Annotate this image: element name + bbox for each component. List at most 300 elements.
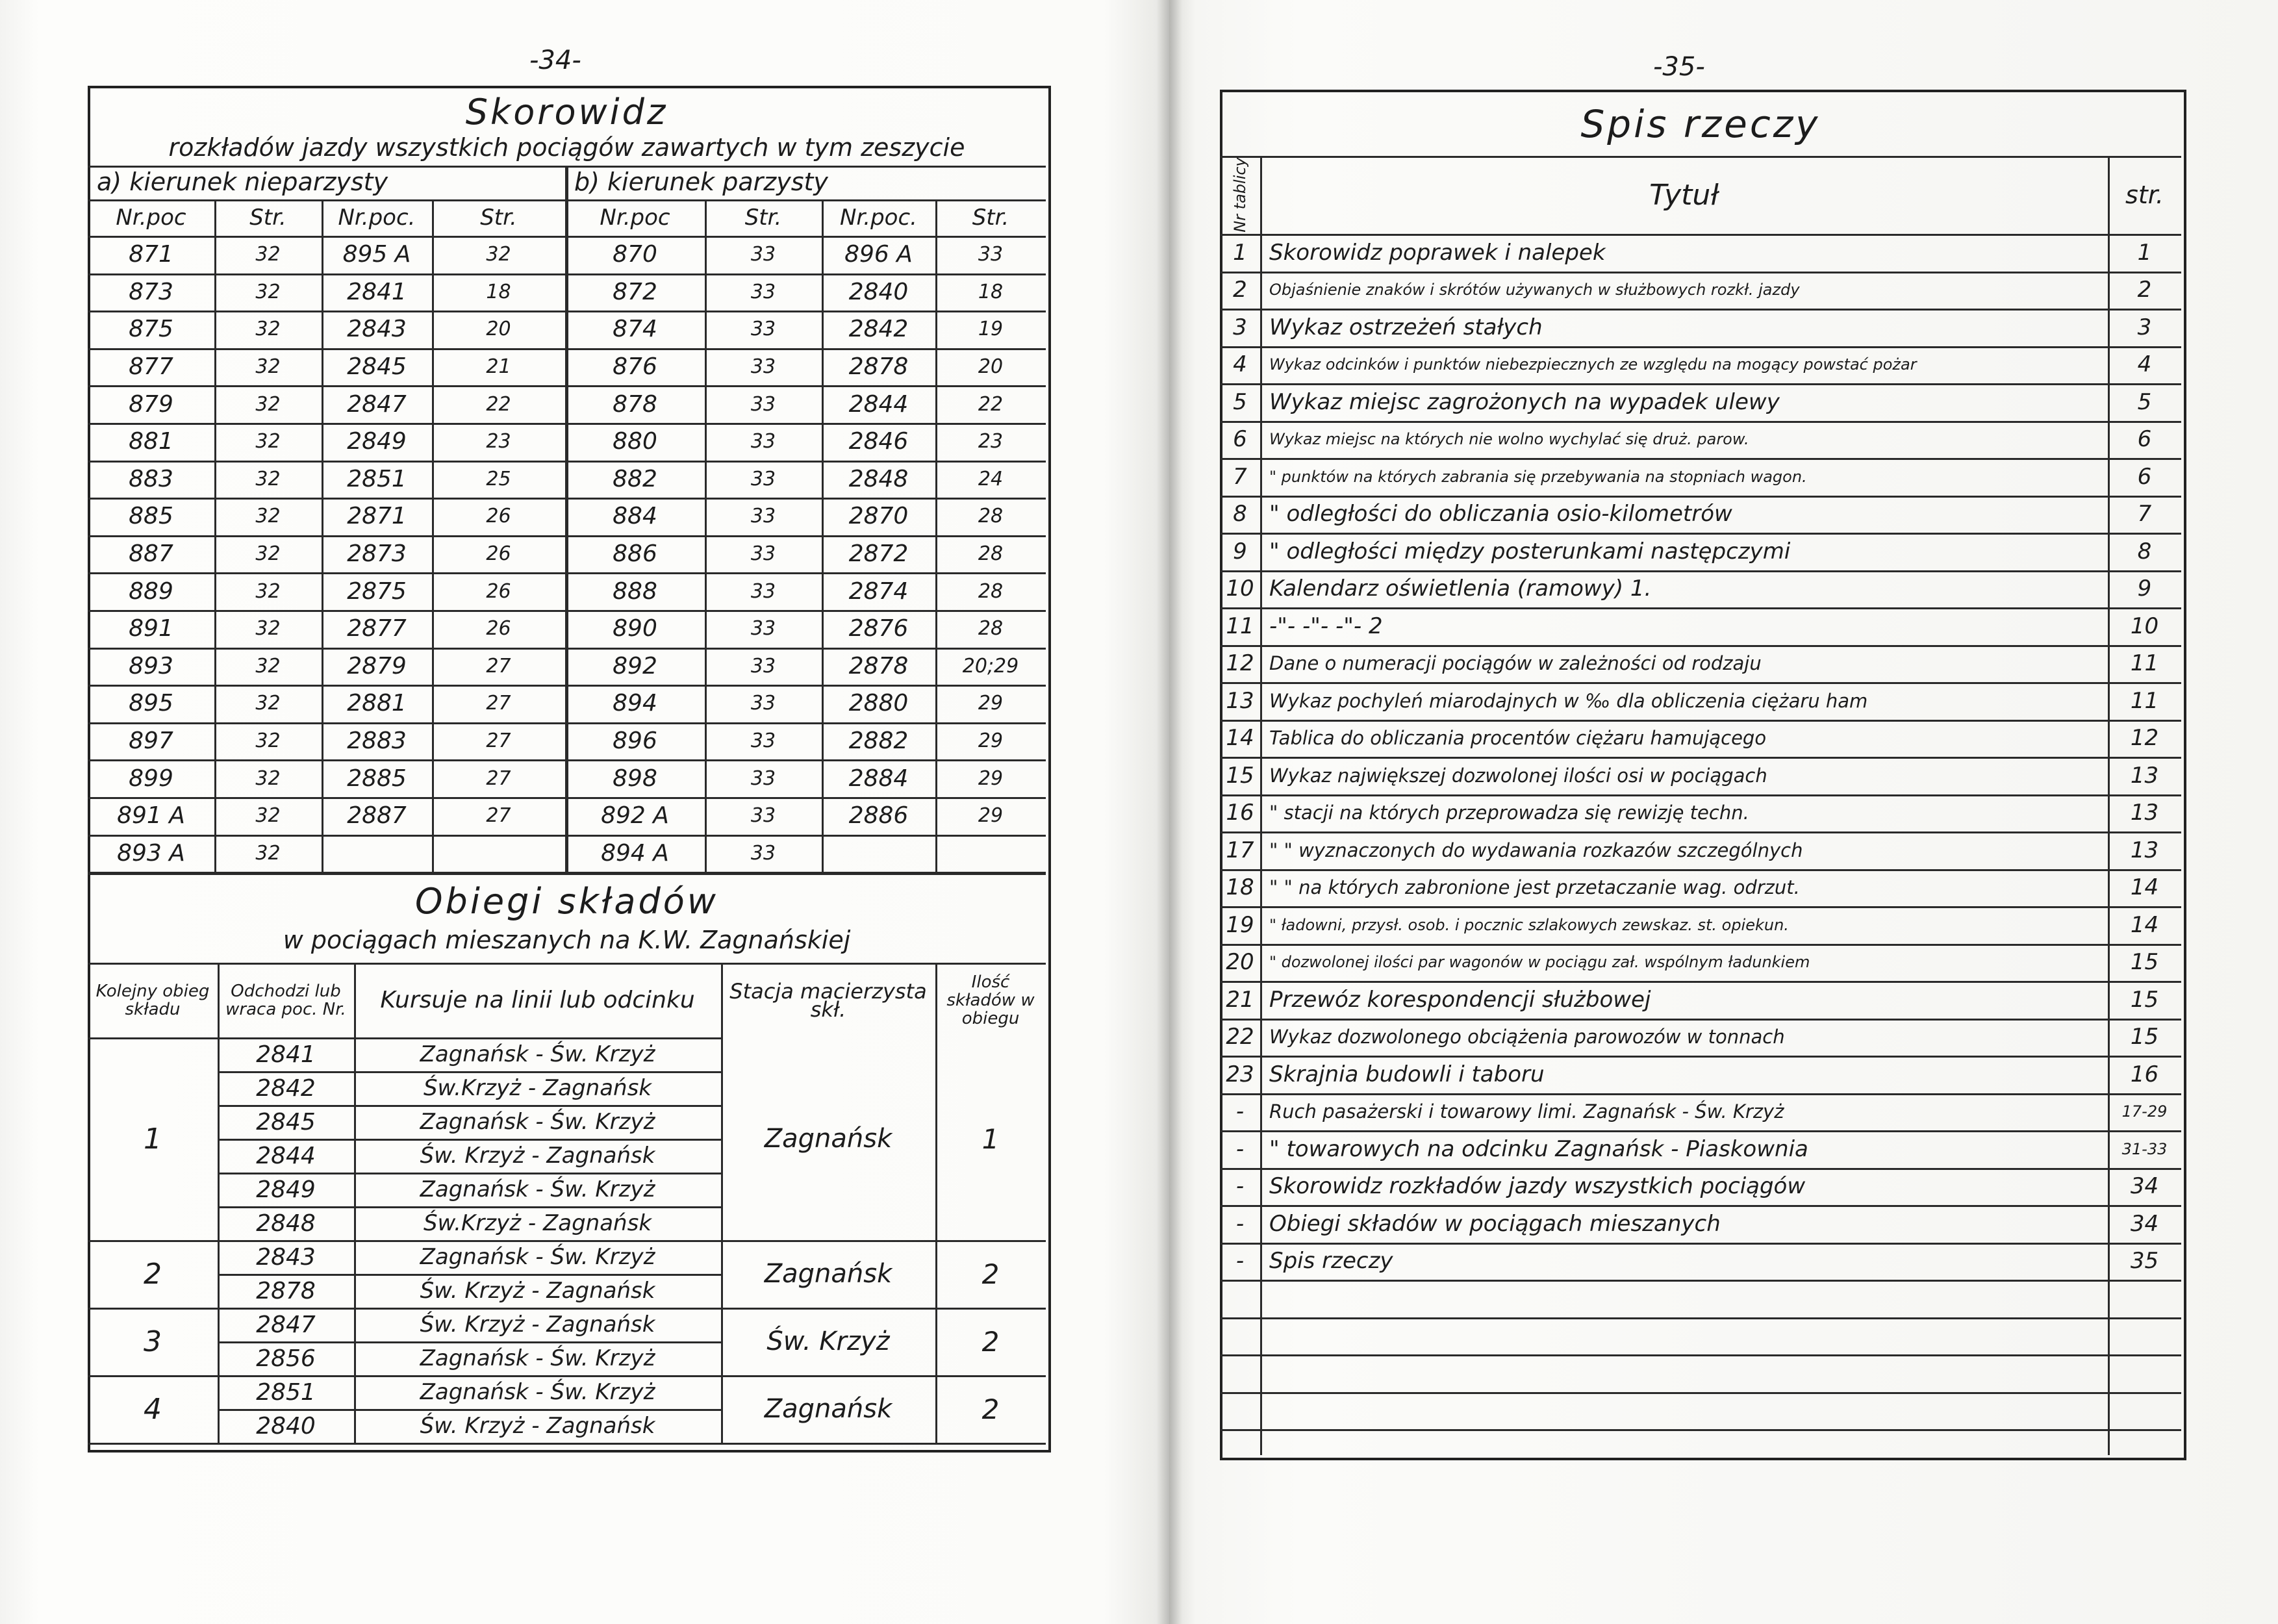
table-cell: 33 xyxy=(750,730,776,753)
table-cell: 892 xyxy=(613,652,657,679)
table-cell: 29 xyxy=(978,692,1004,715)
toc-entry-number: - xyxy=(1235,1136,1245,1162)
table-cell: 26 xyxy=(486,579,511,603)
table-cell: 33 xyxy=(750,841,776,865)
obieg-number: 3 xyxy=(144,1325,162,1358)
section-b-label: b) kierunek parzysty xyxy=(574,168,828,196)
table-cell: 870 xyxy=(613,241,657,268)
table-cell: 2875 xyxy=(347,577,407,605)
train-number: 2851 xyxy=(256,1378,316,1406)
table-cell: 2880 xyxy=(848,690,909,717)
table-cell: 33 xyxy=(750,318,776,341)
table-cell: 29 xyxy=(978,804,1004,828)
toc-entry-title: Wykaz miejsc na których nie wolno wychylać się druż. parow. xyxy=(1269,430,1749,449)
table-cell: 27 xyxy=(486,654,511,678)
column-header: Nr.poc xyxy=(600,205,670,231)
table-cell: 33 xyxy=(750,355,776,379)
toc-entry-page: 6 xyxy=(2137,426,2152,453)
toc-entry-title: Tablica do obliczania procentów ciężaru hamującego xyxy=(1269,727,1767,750)
table-cell: 2881 xyxy=(347,690,407,717)
toc-entry-page: 34 xyxy=(2130,1210,2159,1237)
toc-nr-header: Nr tablicy xyxy=(1231,157,1250,233)
toc-entry-page: 4 xyxy=(2137,351,2152,378)
toc-entry-title: Wykaz dozwolonego obciążenia parowozów w tonnach xyxy=(1269,1026,1785,1048)
train-route: Zagnańsk - Św. Krzyż xyxy=(420,1109,655,1136)
toc-entry-number: 14 xyxy=(1226,725,1254,752)
column-divider xyxy=(214,199,216,872)
table-cell: 881 xyxy=(129,428,173,455)
table-cell: 2884 xyxy=(848,765,909,792)
table-cell: 23 xyxy=(486,430,511,453)
column-divider xyxy=(705,199,707,872)
toc-entry-number: 17 xyxy=(1226,837,1254,863)
toc-entry-number: 22 xyxy=(1226,1024,1254,1050)
column-divider xyxy=(354,963,356,1443)
obieg-station: Zagnańsk xyxy=(764,1124,892,1154)
obieg-count: 2 xyxy=(981,1393,1000,1425)
column-divider xyxy=(935,199,937,872)
column-divider xyxy=(322,199,323,872)
table-cell: 2878 xyxy=(848,353,909,381)
toc-entry-page: 15 xyxy=(2130,949,2159,976)
toc-entry-number: 4 xyxy=(1233,351,1247,378)
table-cell: 894 A xyxy=(601,839,669,867)
table-cell: 874 xyxy=(613,316,657,343)
toc-entry-title: Ruch pasażerski i towarowy limi. Zagnańsk - Św. Krzyż xyxy=(1269,1100,1784,1123)
train-number: 2878 xyxy=(256,1277,316,1304)
toc-entry-page: 10 xyxy=(2130,613,2159,639)
column-divider xyxy=(1260,156,1262,1455)
table-cell: 2878 xyxy=(848,652,909,679)
train-number: 2840 xyxy=(256,1412,316,1440)
toc-entry-title: Wykaz ostrzeżeń stałych xyxy=(1269,314,1543,340)
toc-entry-page: 12 xyxy=(2130,725,2159,752)
train-route: Św. Krzyż - Zagnańsk xyxy=(420,1413,655,1440)
table-cell: 2885 xyxy=(347,765,407,792)
table-cell: 32 xyxy=(255,804,281,828)
table-cell: 33 xyxy=(750,617,776,641)
table-cell: 33 xyxy=(750,692,776,715)
toc-entry-number: - xyxy=(1235,1098,1245,1125)
train-number: 2856 xyxy=(256,1345,316,1372)
toc-entry-page: 35 xyxy=(2130,1248,2159,1275)
table-cell: 2851 xyxy=(347,465,407,492)
table-cell: 876 xyxy=(613,353,657,381)
table-cell: 32 xyxy=(255,505,281,528)
empty-row-divider xyxy=(1220,1429,2181,1431)
toc-entry-number: 20 xyxy=(1226,949,1254,976)
obieg-station: Zagnańsk xyxy=(764,1259,892,1289)
toc-entry-title: " " na których zabronione jest przetaczanie wag. odrzut. xyxy=(1269,876,1800,899)
train-number: 2844 xyxy=(256,1142,316,1169)
column-header: Str. xyxy=(249,205,286,231)
table-cell xyxy=(822,835,935,872)
table-cell: 33 xyxy=(750,280,776,303)
train-number: 2841 xyxy=(256,1041,316,1068)
table-cell: 33 xyxy=(750,243,776,266)
table-cell: 877 xyxy=(129,353,173,381)
table-cell: 888 xyxy=(613,577,657,605)
table-cell: 22 xyxy=(486,392,511,416)
toc-entry-title: " odległości do obliczania osio-kilometrów xyxy=(1269,501,1732,527)
toc-entry-page: 5 xyxy=(2137,388,2152,415)
table-cell: 2870 xyxy=(848,503,909,530)
column-divider xyxy=(565,166,568,872)
table-cell: 32 xyxy=(255,841,281,865)
toc-entry-page: 31-33 xyxy=(2121,1139,2168,1158)
odchodzi-header: Odchodzi lub wraca poc. Nr. xyxy=(225,981,346,1019)
table-cell: 33 xyxy=(750,804,776,828)
toc-entry-title: Objaśnienie znaków i skrótów używanych w służbowych rozkł. jazdy xyxy=(1269,281,1800,299)
train-route: Zagnańsk - Św. Krzyż xyxy=(420,1244,655,1271)
obieg-number: 2 xyxy=(144,1257,162,1291)
toc-title: Spis rzeczy xyxy=(1580,101,1821,146)
toc-entry-number: 23 xyxy=(1226,1061,1254,1087)
column-header: Nr.poc. xyxy=(338,205,416,231)
table-cell: 33 xyxy=(750,767,776,790)
toc-entry-page: 34 xyxy=(2130,1173,2159,1200)
toc-entry-title: Dane o numeracji pociągów w zależności od rodzaju xyxy=(1269,652,1762,675)
toc-entry-page: 13 xyxy=(2130,837,2159,863)
table-cell: 33 xyxy=(978,243,1004,266)
table-cell: 2847 xyxy=(347,390,407,418)
table-cell: 2840 xyxy=(848,278,909,305)
toc-entry-title: Skorowidz poprawek i nalepek xyxy=(1269,239,1606,266)
table-cell: 33 xyxy=(750,467,776,490)
toc-entry-page: 11 xyxy=(2130,650,2159,677)
toc-entry-page: 6 xyxy=(2137,463,2152,490)
table-cell: 873 xyxy=(129,278,173,305)
train-number: 2843 xyxy=(256,1243,316,1271)
table-cell: 884 xyxy=(613,503,657,530)
table-cell: 32 xyxy=(255,355,281,379)
table-cell: 880 xyxy=(613,428,657,455)
skorowidz-title: Skorowidz xyxy=(465,91,668,133)
table-cell: 26 xyxy=(486,542,511,566)
table-cell: 871 xyxy=(129,241,173,268)
toc-entry-number: 9 xyxy=(1233,538,1247,565)
book-gutter xyxy=(1156,0,1182,1624)
train-number: 2847 xyxy=(256,1311,316,1338)
toc-entry-page: 14 xyxy=(2130,874,2159,901)
table-cell: 18 xyxy=(978,280,1004,303)
table-cell: 33 xyxy=(750,542,776,566)
column-header: Nr.poc. xyxy=(840,205,917,231)
group-divider xyxy=(88,1443,1046,1445)
table-cell: 32 xyxy=(255,692,281,715)
toc-entry-title: " punktów na których zabrania się przebywania na stopniach wagon. xyxy=(1269,467,1807,486)
ilosc-header: Ilość składów w obiegu xyxy=(946,972,1035,1028)
table-cell: 899 xyxy=(129,765,173,792)
table-cell: 896 xyxy=(613,728,657,755)
table-cell: 32 xyxy=(255,430,281,453)
table-cell: 891 xyxy=(129,615,173,642)
toc-entry-page: 15 xyxy=(2130,1024,2159,1050)
toc-entry-title: -"- -"- -"- 2 xyxy=(1269,613,1383,639)
toc-entry-page: 13 xyxy=(2130,800,2159,826)
table-cell: 2874 xyxy=(848,577,909,605)
obieg-number: 4 xyxy=(144,1392,162,1426)
toc-entry-page: 17-29 xyxy=(2121,1102,2168,1121)
toc-entry-title: Wykaz największej dozwolonej ilości osi w pociągach xyxy=(1269,764,1767,787)
table-cell: 2877 xyxy=(347,615,407,642)
table-cell: 27 xyxy=(486,692,511,715)
toc-entry-title: " " wyznaczonych do wydawania rozkazów szczególnych xyxy=(1269,839,1803,861)
train-route: Zagnańsk - Św. Krzyż xyxy=(420,1041,655,1068)
train-route: Św. Krzyż - Zagnańsk xyxy=(420,1143,655,1169)
table-cell: 32 xyxy=(486,243,511,266)
table-cell: 895 A xyxy=(342,241,411,268)
table-cell: 25 xyxy=(486,467,511,490)
obieg-header: Kolejny obieg składu xyxy=(95,981,210,1019)
toc-entry-title: Skorowidz rozkładów jazdy wszystkich pociągów xyxy=(1269,1173,1806,1200)
table-cell: 2845 xyxy=(347,353,407,381)
train-route: Św.Krzyż - Zagnańsk xyxy=(423,1210,652,1237)
empty-row-divider xyxy=(1220,1317,2181,1319)
toc-entry-page: 16 xyxy=(2130,1061,2159,1087)
toc-entry-number: 11 xyxy=(1226,613,1254,639)
table-cell: 882 xyxy=(613,465,657,492)
train-number: 2845 xyxy=(256,1108,316,1136)
table-cell: 894 xyxy=(613,690,657,717)
table-cell: 2842 xyxy=(848,316,909,343)
table-cell: 2846 xyxy=(848,428,909,455)
table-cell: 32 xyxy=(255,392,281,416)
toc-entry-page: 9 xyxy=(2137,576,2152,602)
table-cell: 32 xyxy=(255,243,281,266)
obieg-station: Zagnańsk xyxy=(764,1394,892,1425)
column-divider xyxy=(2108,156,2110,1455)
obieg-count: 1 xyxy=(981,1123,1000,1155)
train-route: Zagnańsk - Św. Krzyż xyxy=(420,1345,655,1372)
column-header: Str. xyxy=(744,205,782,231)
toc-entry-title: Kalendarz oświetlenia (ramowy) 1. xyxy=(1269,576,1652,602)
toc-entry-number: 10 xyxy=(1226,576,1254,602)
obiegi-title: Obiegi składów xyxy=(415,880,718,922)
toc-entry-number: 19 xyxy=(1226,911,1254,938)
table-cell: 33 xyxy=(750,654,776,678)
column-header: Str. xyxy=(972,205,1009,231)
toc-entry-number: - xyxy=(1235,1210,1245,1237)
section-a-label: a) kierunek nieparzysty xyxy=(97,168,388,196)
column-divider xyxy=(218,963,220,1443)
toc-page-header: str. xyxy=(2125,181,2164,209)
table-cell: 887 xyxy=(129,540,173,568)
table-cell: 32 xyxy=(255,730,281,753)
table-cell: 20 xyxy=(978,355,1004,379)
table-cell: 2876 xyxy=(848,615,909,642)
table-cell xyxy=(432,835,565,872)
toc-entry-title: " ładowni, przysł. osob. i pocznic szlakowych zewskaz. st. opiekun. xyxy=(1269,915,1789,934)
table-cell: 32 xyxy=(255,318,281,341)
toc-title-header: Tytuł xyxy=(1649,178,1719,212)
table-cell: 2849 xyxy=(347,428,407,455)
table-cell: 27 xyxy=(486,730,511,753)
table-cell: 891 A xyxy=(117,802,185,830)
table-cell: 32 xyxy=(255,280,281,303)
toc-entry-number: 3 xyxy=(1233,314,1247,340)
table-cell: 18 xyxy=(486,280,511,303)
table-cell: 32 xyxy=(255,654,281,678)
toc-entry-page: 15 xyxy=(2130,986,2159,1013)
toc-entry-title: Skrajnia budowli i taboru xyxy=(1269,1061,1545,1087)
toc-entry-page: 14 xyxy=(2130,911,2159,938)
train-number: 2849 xyxy=(256,1176,316,1203)
table-cell: 21 xyxy=(486,355,511,379)
table-cell: 28 xyxy=(978,505,1004,528)
train-number: 2842 xyxy=(256,1074,316,1102)
table-cell: 2844 xyxy=(848,390,909,418)
column-header: Nr.poc xyxy=(116,205,186,231)
toc-entry-number: - xyxy=(1235,1173,1245,1200)
table-cell: 895 xyxy=(129,690,173,717)
table-cell: 20;29 xyxy=(962,654,1019,678)
table-cell: 26 xyxy=(486,617,511,641)
toc-entry-title: " stacji na których przeprowadza się rewizję techn. xyxy=(1269,802,1749,824)
column-divider xyxy=(935,963,937,1443)
table-cell: 32 xyxy=(255,579,281,603)
empty-row-divider xyxy=(1220,1354,2181,1356)
toc-entry-number: 12 xyxy=(1226,650,1254,677)
table-cell: 24 xyxy=(978,467,1004,490)
kursuje-header: Kursuje na linii lub odcinku xyxy=(380,986,695,1013)
toc-entry-title: Wykaz miejsc zagrożonych na wypadek ulewy xyxy=(1269,388,1780,415)
table-cell: 883 xyxy=(129,465,173,492)
table-cell: 2873 xyxy=(347,540,407,568)
table-cell: 893 A xyxy=(117,839,185,867)
table-cell: 20 xyxy=(486,318,511,341)
toc-entry-title: " odległości między posterunkami następczymi xyxy=(1269,538,1791,565)
stacja-header: Stacja macierzysta skł. xyxy=(729,978,927,1022)
toc-entry-title: Wykaz odcinków i punktów niebezpiecznych ze względu na mogący powstać pożar xyxy=(1269,355,1917,374)
table-cell xyxy=(322,835,432,872)
toc-entry-title: Obiegi składów w pociągach mieszanych xyxy=(1269,1210,1721,1237)
table-cell: 22 xyxy=(978,392,1004,416)
toc-entry-number: 13 xyxy=(1226,687,1254,714)
toc-entry-title: Spis rzeczy xyxy=(1269,1248,1393,1275)
table-cell: 879 xyxy=(129,390,173,418)
column-divider xyxy=(822,199,824,872)
table-cell: 890 xyxy=(613,615,657,642)
table-cell: 898 xyxy=(613,765,657,792)
empty-row-divider xyxy=(1220,1392,2181,1394)
table-cell: 29 xyxy=(978,767,1004,790)
obieg-station: Św. Krzyż xyxy=(766,1326,890,1357)
toc-entry-title: Przewóz korespondencji służbowej xyxy=(1269,986,1651,1013)
column-divider xyxy=(432,199,434,872)
toc-entry-number: 16 xyxy=(1226,800,1254,826)
toc-entry-number: 21 xyxy=(1226,986,1254,1013)
obieg-number: 1 xyxy=(144,1122,162,1156)
table-cell: 33 xyxy=(750,430,776,453)
toc-entry-number: 8 xyxy=(1233,501,1247,527)
table-cell: 33 xyxy=(750,505,776,528)
table-cell: 28 xyxy=(978,579,1004,603)
train-route: Św.Krzyż - Zagnańsk xyxy=(423,1075,652,1102)
obieg-count: 2 xyxy=(981,1325,1000,1358)
table-cell: 29 xyxy=(978,730,1004,753)
table-cell: 2883 xyxy=(347,728,407,755)
toc-entry-number: 6 xyxy=(1233,426,1247,453)
table-cell: 892 A xyxy=(601,802,669,830)
toc-entry-number: 5 xyxy=(1233,388,1247,415)
table-cell: 875 xyxy=(129,316,173,343)
column-header: Str. xyxy=(480,205,517,231)
toc-entry-page: 3 xyxy=(2137,314,2152,340)
rule xyxy=(88,872,1046,875)
toc-entry-page: 11 xyxy=(2130,687,2159,714)
table-cell: 23 xyxy=(978,430,1004,453)
table-cell xyxy=(935,835,1046,872)
obieg-count: 2 xyxy=(981,1258,1000,1290)
table-cell: 889 xyxy=(129,577,173,605)
table-cell: 897 xyxy=(129,728,173,755)
table-cell: 896 A xyxy=(844,241,913,268)
table-cell: 886 xyxy=(613,540,657,568)
table-cell: 32 xyxy=(255,767,281,790)
table-cell: 26 xyxy=(486,505,511,528)
toc-entry-page: 1 xyxy=(2137,239,2152,266)
train-number: 2848 xyxy=(256,1210,316,1237)
left-page-number: -34- xyxy=(529,45,581,75)
toc-entry-number: 15 xyxy=(1226,762,1254,789)
train-route: Św. Krzyż - Zagnańsk xyxy=(420,1278,655,1304)
table-cell: 19 xyxy=(978,318,1004,341)
table-cell: 32 xyxy=(255,617,281,641)
table-cell: 2848 xyxy=(848,465,909,492)
table-cell: 28 xyxy=(978,617,1004,641)
table-cell: 27 xyxy=(486,804,511,828)
table-cell: 33 xyxy=(750,392,776,416)
train-route: Zagnańsk - Św. Krzyż xyxy=(420,1379,655,1406)
table-cell: 2872 xyxy=(848,540,909,568)
column-divider xyxy=(721,963,723,1443)
table-cell: 2886 xyxy=(848,802,909,830)
toc-entry-number: 18 xyxy=(1226,874,1254,901)
table-cell: 872 xyxy=(613,278,657,305)
table-cell: 28 xyxy=(978,542,1004,566)
table-cell: 27 xyxy=(486,767,511,790)
toc-entry-number: - xyxy=(1235,1248,1245,1275)
table-cell: 32 xyxy=(255,542,281,566)
table-cell: 893 xyxy=(129,652,173,679)
table-cell: 33 xyxy=(750,579,776,603)
toc-entry-number: 7 xyxy=(1233,463,1247,490)
table-cell: 32 xyxy=(255,467,281,490)
table-cell: 878 xyxy=(613,390,657,418)
toc-entry-title: " towarowych na odcinku Zagnańsk - Piaskownia xyxy=(1269,1136,1808,1162)
toc-entry-title: " dozwolonej ilości par wagonów w pociągu zał. wspólnym ładunkiem xyxy=(1269,953,1810,972)
toc-entry-number: 1 xyxy=(1233,239,1247,266)
table-cell: 2879 xyxy=(347,652,407,679)
toc-entry-page: 13 xyxy=(2130,762,2159,789)
toc-entry-page: 2 xyxy=(2137,277,2152,303)
table-cell: 885 xyxy=(129,503,173,530)
table-cell: 2843 xyxy=(347,316,407,343)
toc-entry-number: 2 xyxy=(1233,277,1247,303)
table-cell: 2882 xyxy=(848,728,909,755)
train-route: Św. Krzyż - Zagnańsk xyxy=(420,1312,655,1338)
row-divider xyxy=(1220,1280,2181,1282)
table-cell: 2871 xyxy=(347,503,407,530)
table-cell: 2887 xyxy=(347,802,407,830)
skorowidz-subtitle: rozkładów jazdy wszystkich pociągów zawartych w tym zeszycie xyxy=(168,133,965,162)
toc-entry-page: 8 xyxy=(2137,538,2152,565)
obiegi-subtitle: w pociągach mieszanych na K.W. Zagnańskiej xyxy=(283,926,851,955)
toc-entry-title: Wykaz pochyleń miarodajnych w ‰ dla obliczenia ciężaru ham xyxy=(1269,689,1868,712)
right-page-number: -35- xyxy=(1653,52,1705,82)
toc-entry-page: 7 xyxy=(2137,501,2152,527)
